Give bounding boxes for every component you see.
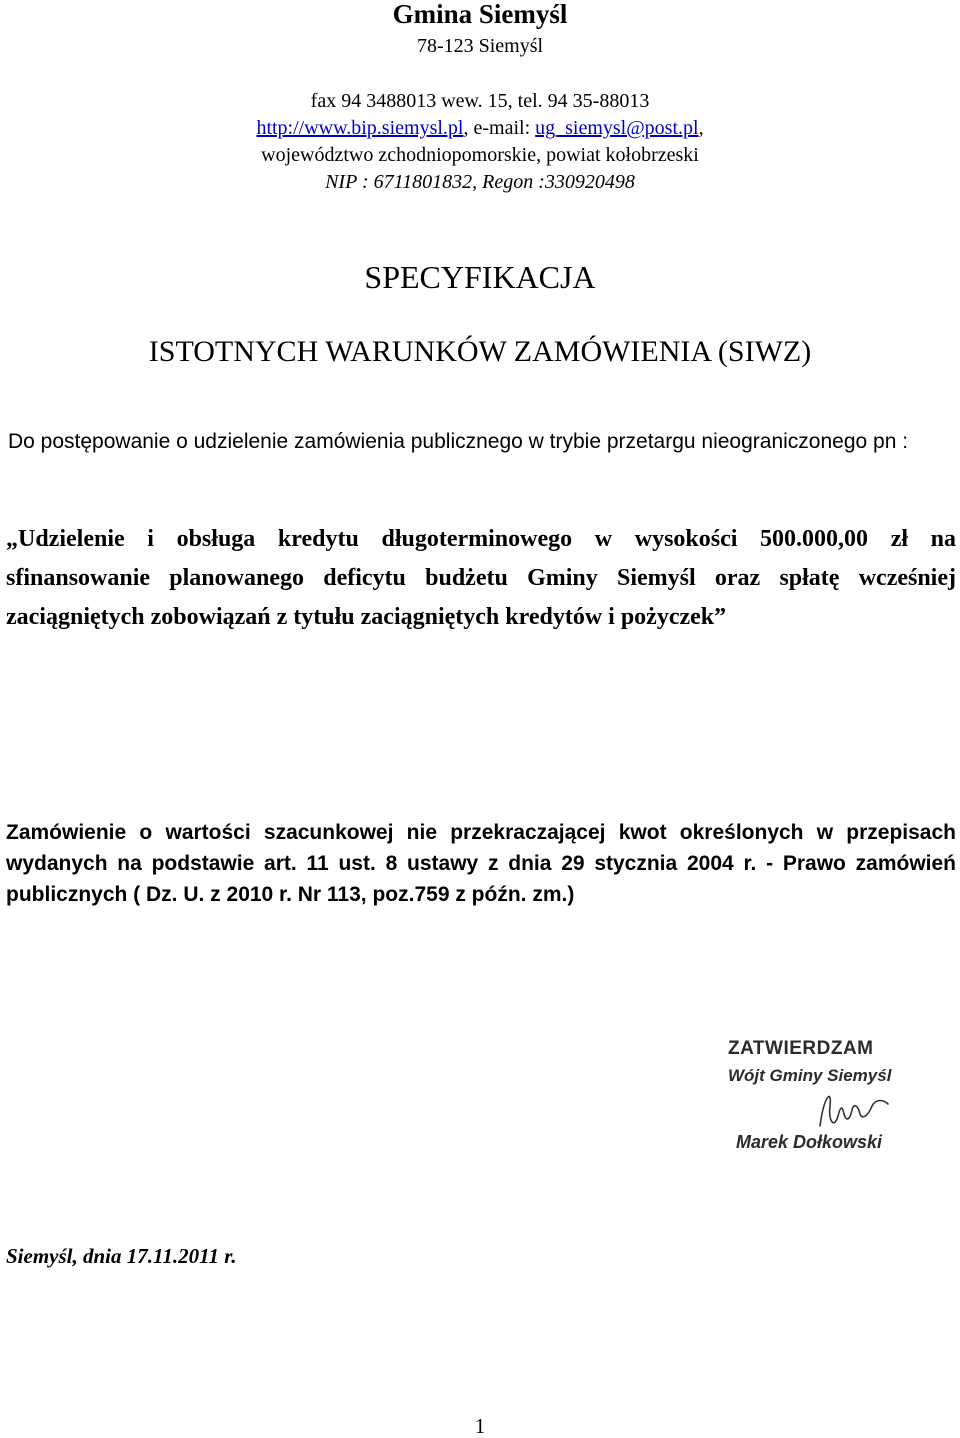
approval-role: Wójt Gminy Siemyśl (728, 1066, 892, 1085)
procedure-text: Do postępowanie o udzielenie zamówienia publicznego w trybie przetargu nieograniczonego pn : (8, 430, 909, 453)
document-title: SPECYFIKACJA (364, 259, 596, 295)
address: 78-123 Siemyśl (416, 35, 544, 57)
email-link[interactable]: ug_siemysl@post.pl (535, 117, 699, 139)
web-email-line (0, 115, 960, 142)
email-suffix: , (698, 117, 704, 139)
value-note: Zamówienie o wartości szacunkowej nie przekraczającej kwot określonych w przepisach wydanych na podstawie art. 11 ust. 8 ustawy z dnia 29 stycznia 2004 r. - Prawo zamówień publicznych ( Dz. U. z 2010 r. Nr 113, poz.759 z późn. zm.) (6, 821, 956, 906)
region: województwo zchodniopomorskie, powiat kołobrzeski (261, 144, 699, 166)
nip-regon: NIP : 6711801832, Regon :330920498 (325, 171, 635, 193)
signature-icon (814, 1086, 894, 1136)
subject-text: „Udzielenie i obsługa kredytu długoterminowego w wysokości 500.000,00 zł na sfinansowanie planowanego deficytu budżetu Gminy Siemyśl oraz spłatę wcześniej zaciągniętych zobowiązań z tytułu zaciągniętych kredytów i pożyczek” (6, 526, 956, 630)
place-date: Siemyśl, dnia 17.11.2011 r. (6, 1244, 237, 1268)
email-label: , e-mail: (463, 117, 536, 139)
fax-tel: fax 94 3488013 wew. 15, tel. 94 35-88013 (310, 90, 650, 112)
approval-stamp (728, 1038, 928, 1153)
contact-block (0, 88, 960, 196)
website-link[interactable]: http://www.bip.siemysl.pl (256, 117, 464, 139)
municipality-title: Gmina Siemyśl (392, 0, 568, 29)
page-number: 1 (474, 1414, 486, 1438)
document-subtitle: ISTOTNYCH WARUNKÓW ZAMÓWIENIA (SIWZ) (148, 335, 812, 368)
approver-name: Marek Dołkowski (736, 1132, 883, 1152)
approval-stamp-title: ZATWIERDZAM (728, 1038, 874, 1059)
